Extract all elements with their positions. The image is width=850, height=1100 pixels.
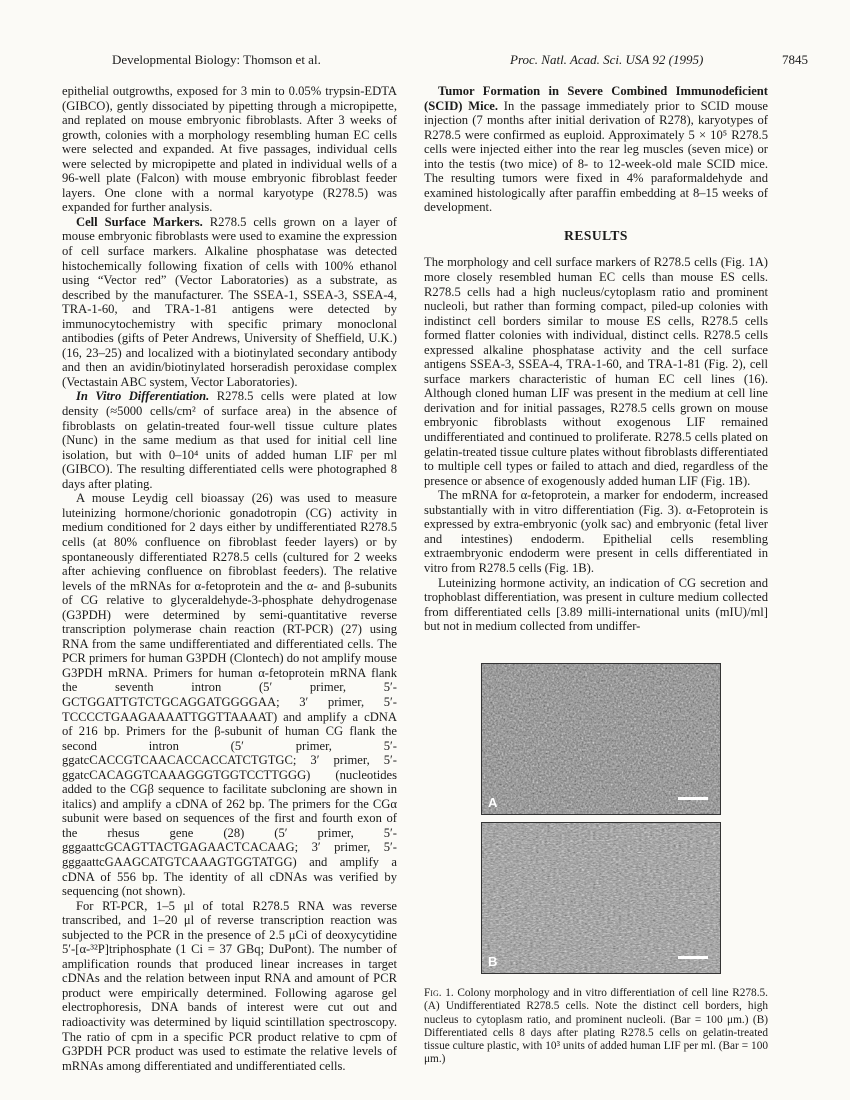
paragraph: Luteinizing hormone activity, an indication of CG secretion and trophoblast differentiation, was present in culture medium collected from differentiated cells [3.89 milli-international units (mIU)/ml] but not in medium collected from undiffer- <box>424 575 768 634</box>
page-number: 7845 <box>782 52 808 67</box>
running-header-journal: Proc. Natl. Acad. Sci. USA 92 (1995) <box>510 52 704 67</box>
paragraph <box>424 84 768 215</box>
paragraph: A mouse Leydig cell bioassay (26) was used to measure luteinizing hormone/chorionic gonadotropin (CG) activity in medium conditioned for 2 days either by undifferentiated R278.5 cells (at 80% confluence on fibroblast feeder layers) or by spontaneously differentiated R278.5 cells (cultured for 2 weeks after achieving confluence on fibroblast feeders). The relative levels of the mRNAs for α-fetoprotein and the α- and β-subunits of CG relative to glyceraldehyde-3-phosphate dehydrogenase (G3PDH) were determined by semi-quantitative reverse transcription polymerase chain reaction (RT-PCR) (27) using RNA from the same undifferentiated and differentiated cells. The PCR primers for human G3PDH (Clontech) do not amplify mouse G3PDH mRNA. Primers for human α-fetoprotein mRNA flank the seventh intron (5′ primer, 5′-GCTGGATTGTCTGCAGGATGGGGAA; 3′ primer, 5′-TCCCCTGAAGAAAATTGGTTAAAAT) and amplify a cDNA of 216 bp. Primers for the β-subunit of human CG flank the second intron (5′ primer, 5′-ggatcCACCGTCAACACCACCATCTGTGC; 3′ primer, 5′-ggatcCACAGGTCAAAGGGTGGTCCTTGGG) (nucleotides added to the CGβ sequence to facilitate subcloning are shown in italics) and amplify a cDNA of 262 bp. The primers for the CGα subunit were based on sequences of the first and fourth exon of the rhesus gene (28) (5′ primer, 5′-gggaattcGCAGTTACTGAGAACTCACAAG; 3′ primer, 5′-gggaattcGAAGCATGTCAAAGTGGTATGG) and amplify a cDNA of 556 bp. The identity of all cDNAs was verified by sequencing (not shown). <box>62 491 397 899</box>
subsection-heading: Cell Surface Markers. <box>76 214 203 229</box>
paragraph-text: R278.5 cells were plated at low density (≈5000 cells/cm² of surface area) in the absence of fibroblasts on gelatin-treated four-well tissue culture plates (Nunc) in the same medium as that used for initial cell line isolation, but with 0–10⁴ units of added human LIF per ml (GIBCO). The resulting differentiated cells were photographed 8 days after plating. <box>62 389 397 491</box>
paragraph: The morphology and cell surface markers of R278.5 cells (Fig. 1A) more closely resembled human EC cells than mouse ES cells. R278.5 cells had a high nucleus/cytoplasm ratio and prominent nucleoli, but rather than forming compact, piled-up colonies with indistinct cell borders similar to mouse ES cells, R278.5 cells formed flatter colonies with individual, distinct cells. R278.5 cells expressed alkaline phosphatase activity and the cell surface antigens SSEA-3, SSEA-4, TRA-1-60, and TRA-1-81 (Fig. 2), cell surface markers characteristic of human EC cell lines (16). Although cloned human LIF was present in the medium at cell line derivation and for initial passages, R278.5 cells grown on mouse embryonic fibroblasts without exogenous LIF remained undifferentiated and continued to proliferate. R278.5 cells plated on gelatin-treated tissue culture plates without fibroblasts differentiated to multiple cell types or failed to attach and died, regardless of the presence or absence of exogenously added human LIF (Fig. 1B). <box>424 255 768 488</box>
subsection-heading: In Vitro Differentiation. <box>76 389 210 404</box>
caption-text: Colony morphology and in vitro differentiation of cell line R278.5. (A) Undifferentiated R278.5 cells. Note the distinct cell borders, high nucleus to cytoplasm ratio, and prominent nucleoli. (Bar = 100 μm.) (B) Differentiated cells 8 days after plating R278.5 cells on gelatin-treated tissue culture plastic, with 10³ units of added human LIF per ml. (Bar = 100 μm.) <box>424 987 768 1066</box>
figure-caption <box>424 987 768 1067</box>
micrograph-a <box>482 664 720 814</box>
panel-label-a: A <box>488 795 498 810</box>
right-column <box>424 84 768 634</box>
paragraph: epithelial outgrowths, exposed for 3 min to 0.05% trypsin-EDTA (GIBCO), gently dissociated by pipetting through a micropipette, and replated on mouse embryonic fibroblasts. After 3 weeks of growth, colonies with a morphology resembling human EC cells were selected and expanded. At five passages, individual cells were selected by micropipette and plated in individual wells of a 96-well plate (Falcon) with mouse embryonic fibroblast feeder layers. One clone with a normal karyotype (R278.5) was expanded for further analysis. <box>62 84 397 215</box>
section-heading: RESULTS <box>564 227 628 243</box>
scale-bar <box>678 956 708 959</box>
micrograph-b <box>482 823 720 973</box>
scale-bar <box>678 797 708 800</box>
paragraph-text: In the passage immediately prior to SCID mouse injection (7 months after initial derivation of R278), karyotypes of R278.5 were confirmed as euploid. Approximately 5 × 10⁵ R278.5 cells were injected either into the rear leg muscles (seven mice) or into the testis (two mice) of 8- to 12-week-old male SCID mice. The resulting tumors were fixed in 4% paraformaldehyde and examined histologically after paraffin embedding at 8–15 weeks of development. <box>424 98 768 215</box>
panel-label-b: B <box>488 954 498 969</box>
subsection-heading: Tumor Formation in Severe Combined Immunodeficient (SCID) Mice. <box>424 84 768 113</box>
running-header-left: Developmental Biology: Thomson et al. <box>112 52 321 67</box>
paragraph <box>62 389 397 491</box>
left-column <box>62 84 397 1073</box>
paragraph: For RT-PCR, 1–5 μl of total R278.5 RNA was reverse transcribed, and 1–20 μl of reverse transcription reaction was subjected to the PCR in the presence of 2.5 μCi of deoxycytidine 5′-[α-³²P]triphosphate (1 Ci = 37 GBq; DuPont). The number of amplification rounds that produced linear increases in target cDNAs and the relation between input RNA and amount of PCR product were empirically determined. Following agarose gel electrophoresis, DNA bands of interest were cut out and radioactivity was determined by liquid scintillation spectroscopy. The ratio of cpm in a specific PCR product relative to cpm of G3PDH PCR product was used to estimate the relative levels of mRNAs among differentiated and undifferentiated cells. <box>62 898 397 1073</box>
figure-label: Fig. 1. <box>424 987 454 999</box>
figure-panel-b <box>481 822 721 974</box>
paragraph: The mRNA for α-fetoprotein, a marker for endoderm, increased substantially with in vitro differentiation (Fig. 3). α-Fetoprotein is expressed by extra-embryonic (yolk sac) and embryonic (fetal liver and intestines) endoderm. Epithelial cells resembling extraembryonic endoderm were present in cells differentiated in vitro from R278.5 cells (Fig. 1B). <box>424 488 768 575</box>
figure-panel-a <box>481 663 721 815</box>
paragraph <box>62 215 397 390</box>
paragraph-text: R278.5 cells grown on a layer of mouse embryonic fibroblasts were used to examine the expression of cell surface markers. Alkaline phosphatase was detected histochemically following fixation of cells with 100% ethanol using “Vector red” (Vector Laboratories) as a substrate, as described by the manufacturer. The SSEA-1, SSEA-3, SSEA-4, TRA-1-60, and TRA-1-81 antigens were detected by immunocytochemistry with specific primary monoclonal antibodies (gifts of Peter Andrews, University of Sheffield, U.K.) (16, 23–25) and localized with a biotinylated secondary antibody and then an avidin/biotinylated horseradish peroxidase complex (Vectastain ABC system, Vector Laboratories). <box>62 214 397 389</box>
